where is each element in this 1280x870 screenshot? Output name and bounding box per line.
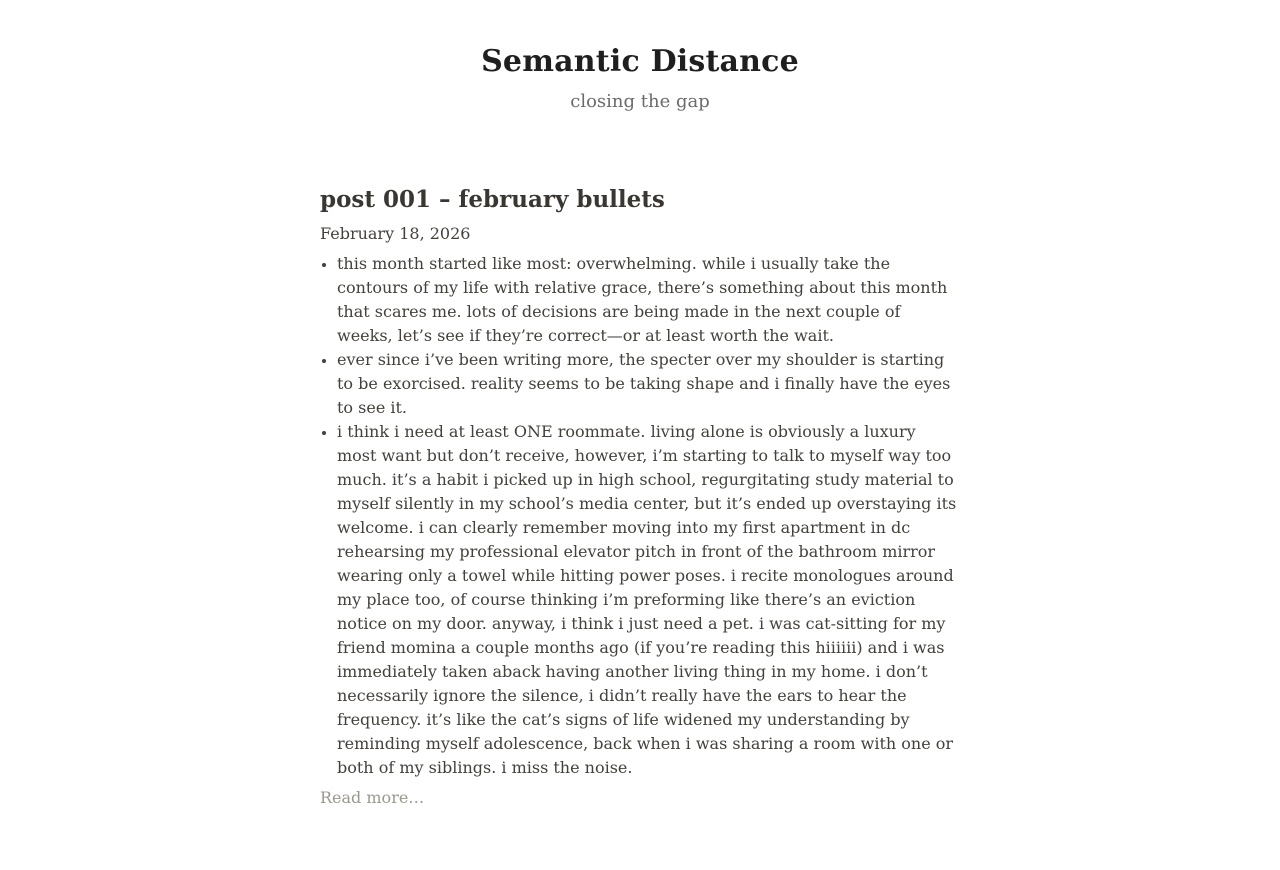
bullet-item: • ever since i’ve been writing more, the specter over my shoulder is starting to be exorcised. reality seems to be taking shape and i finally have the eyes to see it. [337, 348, 960, 420]
post-title [320, 186, 960, 214]
post-title-link[interactable]: post 001 – february bullets [320, 186, 665, 213]
post-date: February 18, 2026 [320, 224, 471, 243]
site-subtitle: closing the gap [570, 91, 710, 112]
bottom-whitespace [0, 810, 1280, 870]
bullet-item: • i think i need at least ONE roommate. living alone is obviously a luxury most want but don’t receive, however, i’m starting to talk to myself way too much. it’s a habit i picked up in high school, regurgitating study material to myself silently in my school’s media center, but it’s ended up overstaying its welcome. i can clearly remember moving into my first apartment in dc rehearsing my professional elevator pitch in front of the bathroom mirror wearing only a towel while hitting power poses. i recite monologues around my place too, of course thinking i’m preforming like there’s an eviction notice on my door. anyway, i think i just need a pet. i was cat-sitting for my friend momina a couple months ago (if you’re reading this hiiiiii) and i was immediately taken aback having another living thing in my home. i don’t necessarily ignore the silence, i didn’t really have the ears to hear the frequency. it’s like the cat’s signs of life widened my understanding by reminding myself adolescence, back when i was sharing a room with one or both of my siblings. i miss the noise. [337, 420, 960, 780]
post-bullet-list [320, 252, 960, 780]
bullet-item: • this month started like most: overwhelming. while i usually take the contours of my life with relative grace, there’s something about this month that scares me. lots of decisions are being made in the next couple of weeks, let’s see if they’re correct—or at least worth the wait. [337, 252, 960, 348]
site-title-link[interactable]: Semantic Distance [481, 44, 799, 79]
main-content [320, 186, 960, 810]
site-title [0, 44, 1280, 80]
post [320, 186, 960, 810]
read-more-link[interactable]: Read more… [320, 788, 425, 807]
site-header [0, 0, 1280, 114]
